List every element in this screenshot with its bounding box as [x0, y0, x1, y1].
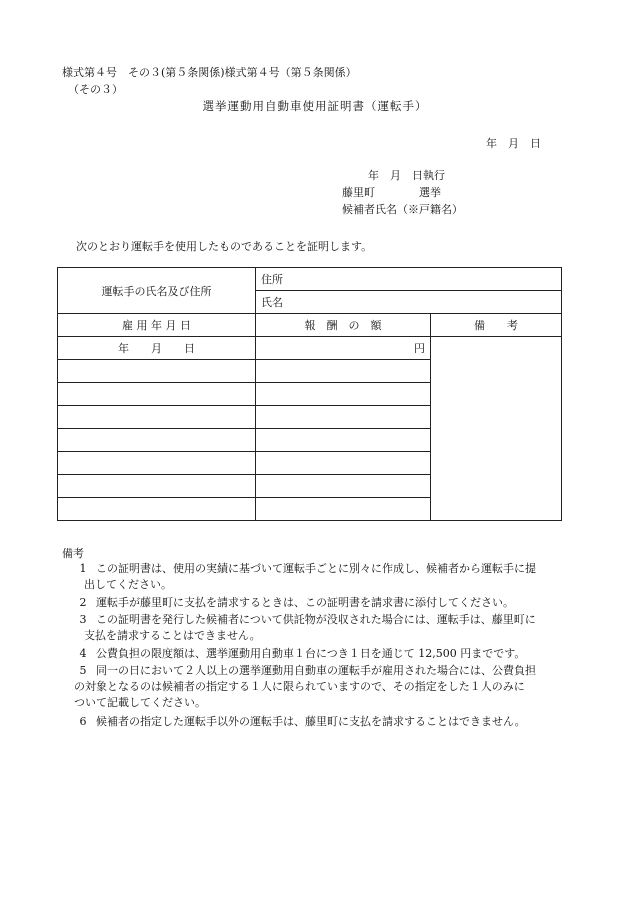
certificate-table	[57, 267, 562, 521]
note-text: この証明書は、使用の実績に基づいて運転手ごとに別々に作成し、候補者から運転手に提	[96, 562, 536, 575]
issue-date: 年 月 日	[486, 137, 541, 150]
note-text: 同一の日において２人以上の選挙運動用自動車の運転手が雇用された場合には、公費負担	[96, 664, 536, 677]
candidate-name-label: 候補者氏名（※戸籍名）	[342, 203, 463, 216]
column-header-pay: 報 酬 の 額	[256, 314, 431, 337]
date-cell[interactable]	[58, 475, 256, 498]
name-field[interactable]: 氏名	[256, 291, 562, 314]
note-text-continued: の対象となるのは候補者の指定する１人に限られていますので、その指定をした１人のみに	[74, 680, 525, 693]
date-cell[interactable]	[58, 452, 256, 475]
note-number: 3	[79, 613, 87, 626]
note-number: 5	[79, 664, 87, 677]
pay-cell[interactable]	[256, 406, 431, 429]
note-text-continued: ついて記載してください。	[74, 696, 206, 709]
column-header-date: 雇 用 年 月 日	[58, 314, 256, 337]
note-item	[62, 663, 574, 711]
date-cell[interactable]	[58, 498, 256, 521]
page-title: 選挙運動用自動車使用証明書（運転手）	[202, 99, 428, 113]
date-cell[interactable]	[58, 429, 256, 452]
pay-cell[interactable]	[256, 383, 431, 406]
remarks-cell[interactable]	[431, 337, 562, 521]
note-number: 1	[79, 562, 87, 575]
address-field[interactable]: 住所	[256, 268, 562, 291]
note-item	[62, 612, 574, 644]
town-election: 藤里町 選挙	[342, 186, 441, 199]
pay-cell[interactable]	[256, 360, 431, 383]
intro-text: 次のとおり運転手を使用したものであることを証明します。	[76, 240, 373, 253]
note-text-continued: 出してください。	[84, 578, 172, 591]
note-text: 公費負担の限度額は、選挙運動用自動車１台につき１日を通じて 12,500 円までです。	[96, 647, 526, 660]
notes-title: 備考	[62, 547, 84, 560]
date-cell[interactable]	[58, 360, 256, 383]
pay-cell[interactable]	[256, 452, 431, 475]
date-cell[interactable]	[58, 406, 256, 429]
note-item	[62, 595, 574, 611]
column-header-remarks: 備 考	[431, 314, 562, 337]
note-item	[62, 714, 574, 730]
note-text: 候補者の指定した運転手以外の運転手は、藤里町に支払を請求することはできません。	[96, 715, 526, 728]
pay-cell[interactable]	[256, 475, 431, 498]
date-cell[interactable]	[58, 383, 256, 406]
pay-cell[interactable]	[256, 429, 431, 452]
note-number: 6	[79, 715, 87, 728]
note-text-continued: 支払を請求することはできません。	[84, 629, 261, 642]
pay-cell[interactable]	[256, 498, 431, 521]
date-cell[interactable]: 年 月 日	[58, 337, 256, 360]
note-item	[62, 646, 574, 662]
driver-label-cell: 運転手の氏名及び住所	[58, 268, 256, 314]
note-text: 運転手が藤里町に支払を請求するときは、この証明書を請求書に添付してください。	[96, 596, 514, 609]
execution-date: 年 月 日執行	[368, 169, 445, 182]
form-number: 様式第４号 その３(第５条関係)様式第４号（第５条関係）	[62, 66, 357, 79]
pay-cell[interactable]: 円	[256, 337, 431, 360]
form-subnumber: （その３）	[68, 83, 123, 96]
note-text: この証明書を発行した候補者について供託物が没収された場合には、運転手は、藤里町に	[96, 613, 536, 626]
note-item	[62, 561, 574, 593]
note-number: 2	[79, 596, 87, 609]
note-number: 4	[79, 647, 87, 660]
